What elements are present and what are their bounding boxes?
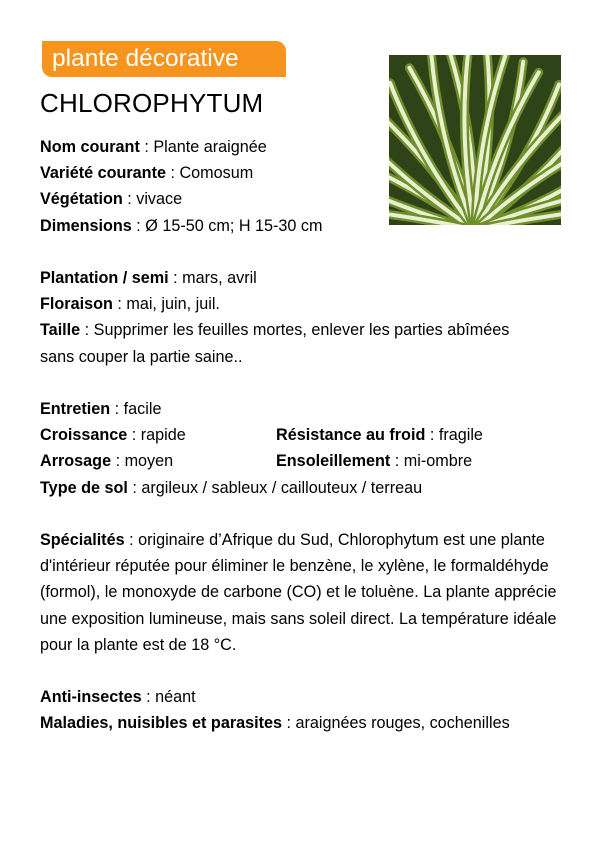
row-type-sol [40,475,580,501]
label-arrosage: Arrosage [40,452,112,471]
label-type-sol: Type de sol [40,478,128,497]
label-plantation: Plantation / semi [40,269,169,287]
row-taille [40,317,510,369]
value-vegetation: : vivace [122,190,183,209]
value-type-sol: : argileux / sableux / caillouteux / terreau [127,478,423,497]
row-dimensions [40,213,580,239]
value-floraison: : mai, juin, juil. [112,295,220,314]
label-resistance: Résistance au froid [276,426,426,445]
row-croissance-resistance [40,422,580,448]
category-badge: plante décorative [42,41,286,77]
label-variete: Variété courante [40,164,166,183]
value-dimensions: : Ø 15-50 cm; H 15-30 cm [131,216,323,235]
value-maladies: : araignées rouges, cochenilles [282,714,510,733]
row-variete [40,160,580,186]
label-specialites: Spécialités [40,530,125,549]
label-croissance: Croissance [40,426,128,445]
value-ensoleillement: : mi-ombre [390,452,473,471]
spacer [40,370,580,396]
label-dimensions: Dimensions [40,216,132,235]
row-vegetation [40,186,580,212]
label-entretien: Entretien [40,400,111,418]
value-croissance: : rapide [127,426,186,445]
row-maladies [40,710,510,736]
spacer [40,239,580,265]
label-taille: Taille [40,321,81,340]
row-plantation [40,265,580,291]
value-arrosage: : moyen [111,452,174,471]
value-nom-courant: : Plante araignée [139,138,267,156]
plant-title: CHLOROPHYTUM [40,88,264,118]
label-anti-insectes: Anti-insectes [40,688,142,707]
label-ensoleillement: Ensoleillement [276,452,391,471]
spacer [40,658,580,684]
label-maladies: Maladies, nuisibles et parasites [40,714,283,733]
label-floraison: Floraison [40,295,113,314]
value-plantation: : mars, avril [168,269,257,287]
cell-resistance [276,422,483,448]
value-taille: : Supprimer les feuilles mortes, enlever les parties abîmées sans couper la partie saine.. [40,321,510,366]
value-specialites: : originaire d’Afrique du Sud, Chlorophytum est une plante d'intérieur réputée pour éliminer le benzène, le xylène, le formaldéhyde (formol), le monoxyde de carbone (CO) et le toluène. La plante apprécie une exposition lumineuse, mais sans soleil direct. La température idéale pour la plante est de 18 °C. [40,530,557,654]
row-anti-insectes [40,684,580,710]
row-floraison [40,291,580,317]
row-arrosage-ensoleillement [40,448,580,474]
row-entretien [40,396,580,422]
cell-arrosage [40,452,173,470]
plant-info [40,134,580,737]
cell-croissance [40,426,186,444]
value-variete: : Comosum [165,164,254,183]
value-resistance: : fragile [425,426,483,445]
label-nom-courant: Nom courant [40,138,140,156]
value-anti-insectes: : néant [141,688,196,707]
value-entretien: : facile [110,400,162,418]
row-specialites [40,527,568,658]
spacer [40,501,580,527]
row-nom-courant [40,134,580,160]
label-vegetation: Végétation [40,190,123,209]
cell-ensoleillement [276,448,472,474]
